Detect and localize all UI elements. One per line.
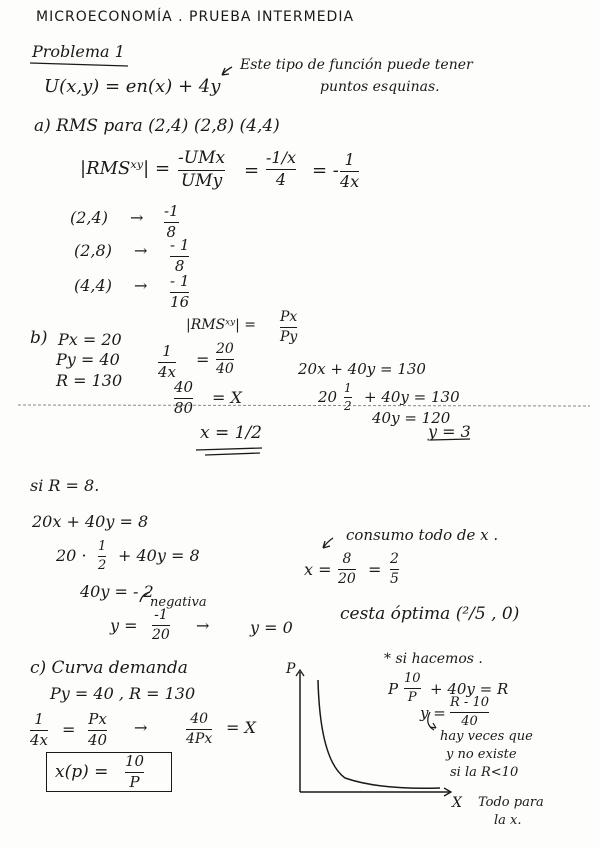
rms-frac-3-num: 1 — [344, 150, 355, 169]
budget-line-2-num: 1 — [344, 381, 352, 395]
rms-eq-1: = — [244, 160, 260, 181]
demand-f2-num: Px — [88, 710, 107, 728]
demand-f2-den: 40 — [88, 730, 108, 749]
rms-frac-1-num: -UMx — [178, 148, 226, 168]
note-si-hacemos: * si hacemos . — [384, 651, 483, 667]
part-a-label: a) RMS para (2,4) (2,8) (4,4) — [34, 116, 280, 136]
x-r8-eq: = — [368, 560, 382, 579]
y-r8-arrow: → — [196, 616, 210, 635]
todo-line-1: Todo para — [478, 795, 544, 810]
note-line-2: y no existe — [446, 747, 517, 762]
tangency-eq: = — [196, 350, 210, 369]
point-1-den: 8 — [166, 222, 177, 241]
x-r8-rnum: 2 — [390, 551, 399, 567]
x-result: x = 1/2 — [200, 423, 262, 443]
note-eq-frac — [404, 672, 421, 704]
point-3-arrow: → — [134, 276, 148, 295]
utility-function: U(x,y) = en(x) + 4y — [44, 76, 221, 97]
note-eq-den: P — [407, 689, 417, 705]
x-r8-num: 8 — [342, 551, 352, 567]
part-c-label: c) Curva demanda — [30, 658, 188, 678]
consumo-note: consumo todo de x . — [346, 526, 499, 544]
y-result: y = 3 — [428, 422, 471, 441]
rms-frac-3 — [340, 152, 359, 191]
income: R = 130 — [56, 371, 123, 390]
tangency-lhs — [158, 344, 176, 381]
note-line-3: si la R<10 — [450, 765, 519, 780]
point-3-num: - 1 — [170, 272, 190, 290]
x-result-underline-2 — [205, 453, 260, 455]
price-y: Py = 40 — [56, 350, 120, 369]
y-r8-den: 20 — [152, 626, 170, 643]
rms-lhs: |RMSˣʸ| = — [80, 158, 171, 179]
demand-f2 — [88, 712, 107, 749]
tangency-rhs-den: 40 — [216, 360, 234, 377]
y-r8-lhs: y = — [110, 616, 138, 635]
rms-abs-eq: |RMSˣʸ| = — [186, 317, 257, 333]
demand-f1-den: 4x — [30, 730, 49, 749]
todo-line-2: la x. — [494, 813, 522, 828]
axis-x-label: X — [452, 795, 462, 811]
budget-r8-2-frac — [98, 540, 106, 572]
tangency-rhs — [216, 342, 234, 376]
rms-price-num: Px — [280, 309, 298, 325]
budget-line-2-b: + 40y = 130 — [364, 388, 460, 406]
demand-eq: = — [62, 720, 76, 739]
rms-frac-2-num: -1/x — [266, 148, 296, 167]
problem-note-line1: Este tipo de función puede tener — [240, 57, 473, 73]
axis-p-label: P — [286, 661, 296, 677]
budget-r8-2-den: 2 — [98, 557, 107, 573]
x-r8-frac-2 — [390, 552, 399, 586]
x-r8-lhs: x = — [304, 560, 332, 579]
demand-result-den: P — [129, 772, 140, 791]
demand-curve — [318, 680, 440, 788]
note-arrow — [222, 67, 232, 75]
budget-r8-3: 40y = - 2 — [80, 582, 154, 601]
problem-note-line2: puntos esquinas. — [320, 79, 440, 95]
rms-price-den: Py — [280, 328, 298, 345]
y-r8-result: y = 0 — [250, 618, 293, 637]
demand-f3 — [186, 712, 212, 746]
rms-frac-1-den: UMy — [180, 170, 223, 191]
demand-result-num: 10 — [125, 752, 145, 770]
tangency-lhs-num: 1 — [162, 342, 172, 360]
note-y-lhs: y = — [420, 704, 446, 722]
x-result-underline-1 — [196, 448, 262, 450]
budget-r8-2-a: 20 · — [56, 546, 87, 565]
cesta-optima: cesta óptima (²/5 , 0) — [340, 604, 520, 624]
point-2-arrow: → — [134, 241, 148, 260]
point-2-den: 8 — [174, 256, 185, 275]
case-r8: si R = 8. — [30, 476, 100, 495]
demand-arrow: → — [134, 718, 148, 737]
rms-frac-2 — [266, 150, 296, 189]
part-c-given: Py = 40 , R = 130 — [50, 684, 196, 703]
problem-label: Problema 1 — [32, 42, 125, 61]
point-1-num: -1 — [164, 202, 179, 220]
budget-line-2-frac — [344, 382, 352, 412]
note-y-frac — [450, 696, 489, 728]
part-b-label: b) — [30, 328, 48, 348]
page-fold-line — [18, 405, 590, 406]
negativa-note: negativa — [150, 595, 207, 610]
budget-line-1: 20x + 40y = 130 — [298, 360, 426, 378]
note-eq-a: P — [388, 680, 399, 698]
demand-result-lhs: x(p) = — [55, 762, 109, 782]
note-eq-num: 10 — [404, 671, 421, 686]
point-2-value — [170, 238, 189, 275]
budget-r8-1: 20x + 40y = 8 — [32, 512, 149, 531]
note-eq-b: + 40y = R — [430, 680, 509, 698]
price-x: Px = 20 — [58, 330, 122, 349]
note-line-1: hay veces que — [440, 729, 533, 744]
rms-frac-2-den: 4 — [275, 169, 287, 189]
budget-line-3: 40y = 120 — [372, 409, 451, 427]
point-3-value — [170, 274, 189, 311]
budget-line-2-a: 20 — [318, 388, 338, 406]
x-solve-eq: = X — [212, 388, 242, 407]
rms-frac-3-den: 4x — [340, 171, 360, 191]
x-solve-num: 40 — [174, 378, 194, 396]
demand-f1-num: 1 — [34, 710, 44, 728]
demand-result-frac — [125, 754, 144, 791]
point-2-num: - 1 — [170, 236, 190, 254]
x-r8-rden: 5 — [390, 570, 399, 587]
point-3-den: 16 — [170, 292, 190, 311]
tangency-lhs-den: 4x — [158, 362, 177, 381]
note-y-num: R - 10 — [450, 695, 489, 710]
point-1: (2,4) — [70, 208, 108, 227]
y-r8-frac — [152, 608, 170, 642]
demand-f3-num: 40 — [190, 711, 209, 727]
x-r8-den: 20 — [338, 570, 356, 587]
y-r8-num: -1 — [154, 607, 168, 623]
page-title: MICROECONOMÍA . PRUEBA INTERMEDIA — [36, 9, 355, 25]
x-solve-den: 80 — [174, 398, 194, 417]
note-y-den: 40 — [461, 713, 478, 729]
x-r8-frac — [338, 552, 356, 586]
rms-price-frac — [280, 310, 297, 344]
point-2: (2,8) — [74, 241, 112, 260]
point-1-arrow: → — [130, 208, 144, 227]
demand-eq2: = X — [226, 718, 256, 737]
tangency-rhs-num: 20 — [216, 341, 234, 357]
consumo-arrow — [323, 538, 333, 548]
point-3: (4,4) — [74, 276, 112, 295]
x-solve-frac — [174, 380, 193, 417]
budget-line-2-den: 2 — [344, 398, 352, 413]
note-hook-arrowhead — [430, 723, 436, 728]
demand-result-box — [46, 752, 172, 792]
budget-r8-2-b: + 40y = 8 — [118, 546, 200, 565]
budget-r8-2-num: 1 — [98, 539, 107, 554]
problem-underline — [30, 63, 128, 66]
demand-f1 — [30, 712, 48, 749]
rms-eq-2: = - — [312, 160, 339, 181]
rms-frac-1 — [178, 150, 225, 191]
demand-f3-den: 4Px — [186, 730, 213, 747]
